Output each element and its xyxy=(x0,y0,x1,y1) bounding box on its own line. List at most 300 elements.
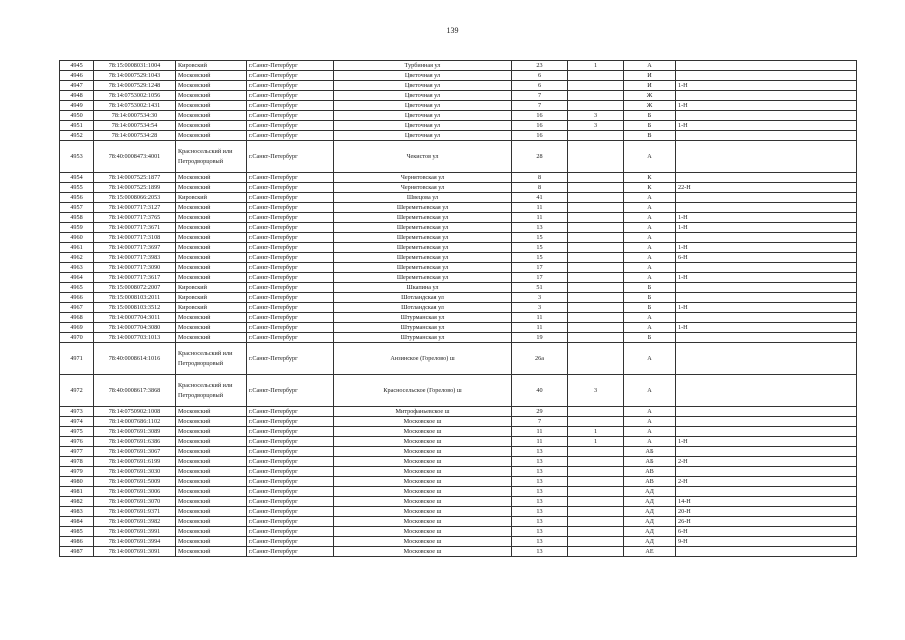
district-cell: Кировский xyxy=(176,193,247,203)
house-number-cell: 51 xyxy=(512,283,568,293)
house-number-cell: 16 xyxy=(512,111,568,121)
house-number-cell: 17 xyxy=(512,273,568,283)
street-cell: Красносельское (Горелово) ш xyxy=(334,375,512,407)
district-cell: Московский xyxy=(176,407,247,417)
row-number: 4984 xyxy=(60,517,94,527)
house-number-cell: 13 xyxy=(512,507,568,517)
row-number: 4945 xyxy=(60,61,94,71)
table-row xyxy=(60,457,857,467)
cadastral-number: 78:40:0008473:4001 xyxy=(94,141,176,173)
cadastral-number: 78:14:0007691:3070 xyxy=(94,497,176,507)
district-cell: Кировский xyxy=(176,293,247,303)
building-cell xyxy=(568,517,624,527)
cadastral-number: 78:14:0007691:5009 xyxy=(94,477,176,487)
premises-cell xyxy=(676,417,857,427)
letter-cell: А xyxy=(624,273,676,283)
row-number: 4985 xyxy=(60,527,94,537)
city-cell: г.Санкт-Петербург xyxy=(247,487,334,497)
district-cell: Кировский xyxy=(176,61,247,71)
table-row xyxy=(60,183,857,193)
building-cell xyxy=(568,457,624,467)
table-row xyxy=(60,91,857,101)
building-cell xyxy=(568,497,624,507)
cadastral-number: 78:14:0007686:1102 xyxy=(94,417,176,427)
building-cell xyxy=(568,91,624,101)
building-cell xyxy=(568,101,624,111)
district-cell: Московский xyxy=(176,537,247,547)
street-cell: Штурманская ул xyxy=(334,313,512,323)
table-row xyxy=(60,427,857,437)
street-cell: Шотландская ул xyxy=(334,303,512,313)
premises-cell xyxy=(676,343,857,375)
city-cell: г.Санкт-Петербург xyxy=(247,273,334,283)
house-number-cell: 7 xyxy=(512,91,568,101)
cadastral-number: 78:14:0007717:3671 xyxy=(94,223,176,233)
district-cell: Московский xyxy=(176,111,247,121)
cadastral-number: 78:15:0008066:2053 xyxy=(94,193,176,203)
building-cell xyxy=(568,343,624,375)
building-cell xyxy=(568,81,624,91)
table-row xyxy=(60,547,857,557)
city-cell: г.Санкт-Петербург xyxy=(247,313,334,323)
house-number-cell: 6 xyxy=(512,81,568,91)
district-cell: Московский xyxy=(176,477,247,487)
street-cell: Шереметьевская ул xyxy=(334,273,512,283)
cadastral-number: 78:15:0008103:3512 xyxy=(94,303,176,313)
row-number: 4971 xyxy=(60,343,94,375)
street-cell: Московское ш xyxy=(334,457,512,467)
table-row xyxy=(60,497,857,507)
cadastral-number: 78:14:0007525:1899 xyxy=(94,183,176,193)
table-row xyxy=(60,111,857,121)
city-cell: г.Санкт-Петербург xyxy=(247,547,334,557)
row-number: 4974 xyxy=(60,417,94,427)
row-number: 4959 xyxy=(60,223,94,233)
letter-cell: А xyxy=(624,343,676,375)
building-cell xyxy=(568,263,624,273)
building-cell xyxy=(568,131,624,141)
table-row xyxy=(60,131,857,141)
building-cell xyxy=(568,477,624,487)
street-cell: Московское ш xyxy=(334,427,512,437)
letter-cell: Б xyxy=(624,283,676,293)
building-cell: 3 xyxy=(568,111,624,121)
city-cell: г.Санкт-Петербург xyxy=(247,263,334,273)
city-cell: г.Санкт-Петербург xyxy=(247,343,334,375)
row-number: 4982 xyxy=(60,497,94,507)
letter-cell: Ж xyxy=(624,101,676,111)
street-cell: Шереметьевская ул xyxy=(334,253,512,263)
city-cell: г.Санкт-Петербург xyxy=(247,193,334,203)
table-row xyxy=(60,273,857,283)
premises-cell: 1-Н xyxy=(676,121,857,131)
premises-cell: 1-Н xyxy=(676,323,857,333)
row-number: 4947 xyxy=(60,81,94,91)
row-number: 4976 xyxy=(60,437,94,447)
building-cell: 3 xyxy=(568,121,624,131)
row-number: 4987 xyxy=(60,547,94,557)
premises-cell xyxy=(676,91,857,101)
building-cell xyxy=(568,223,624,233)
letter-cell: АВ xyxy=(624,477,676,487)
row-number: 4951 xyxy=(60,121,94,131)
table-row xyxy=(60,537,857,547)
street-cell: Шереметьевская ул xyxy=(334,203,512,213)
table-row xyxy=(60,81,857,91)
row-number: 4968 xyxy=(60,313,94,323)
row-number: 4978 xyxy=(60,457,94,467)
building-cell xyxy=(568,283,624,293)
city-cell: г.Санкт-Петербург xyxy=(247,303,334,313)
letter-cell: А xyxy=(624,313,676,323)
city-cell: г.Санкт-Петербург xyxy=(247,333,334,343)
row-number: 4948 xyxy=(60,91,94,101)
letter-cell: АВ xyxy=(624,467,676,477)
street-cell: Швецова ул xyxy=(334,193,512,203)
building-cell xyxy=(568,183,624,193)
letter-cell: А xyxy=(624,233,676,243)
district-cell: Кировский xyxy=(176,283,247,293)
premises-cell: 22-Н xyxy=(676,183,857,193)
building-cell xyxy=(568,507,624,517)
street-cell: Штурманская ул xyxy=(334,333,512,343)
city-cell: г.Санкт-Петербург xyxy=(247,91,334,101)
letter-cell: А xyxy=(624,223,676,233)
street-cell: Цветочная ул xyxy=(334,131,512,141)
house-number-cell: 15 xyxy=(512,233,568,243)
house-number-cell: 13 xyxy=(512,457,568,467)
premises-cell xyxy=(676,193,857,203)
district-cell: Московский xyxy=(176,183,247,193)
building-cell xyxy=(568,193,624,203)
building-cell xyxy=(568,407,624,417)
table-row xyxy=(60,527,857,537)
building-cell xyxy=(568,487,624,497)
street-cell: Цветочная ул xyxy=(334,111,512,121)
street-cell: Цветочная ул xyxy=(334,81,512,91)
letter-cell: АБ xyxy=(624,447,676,457)
street-cell: Московское ш xyxy=(334,437,512,447)
city-cell: г.Санкт-Петербург xyxy=(247,467,334,477)
building-cell xyxy=(568,233,624,243)
building-cell xyxy=(568,303,624,313)
table-row xyxy=(60,447,857,457)
house-number-cell: 26а xyxy=(512,343,568,375)
letter-cell: АД xyxy=(624,527,676,537)
row-number: 4962 xyxy=(60,253,94,263)
table-row xyxy=(60,233,857,243)
city-cell: г.Санкт-Петербург xyxy=(247,497,334,507)
district-cell: Московский xyxy=(176,263,247,273)
table-row xyxy=(60,517,857,527)
city-cell: г.Санкт-Петербург xyxy=(247,213,334,223)
city-cell: г.Санкт-Петербург xyxy=(247,477,334,487)
house-number-cell: 29 xyxy=(512,407,568,417)
cadastral-number: 78:14:0007691:9371 xyxy=(94,507,176,517)
letter-cell: Б xyxy=(624,303,676,313)
district-cell: Московский xyxy=(176,447,247,457)
city-cell: г.Санкт-Петербург xyxy=(247,243,334,253)
district-cell: Московский xyxy=(176,427,247,437)
street-cell: Шкапина ул xyxy=(334,283,512,293)
registry-table xyxy=(59,60,857,557)
street-cell: Чернятовская ул xyxy=(334,173,512,183)
table-row xyxy=(60,121,857,131)
city-cell: г.Санкт-Петербург xyxy=(247,253,334,263)
building-cell xyxy=(568,213,624,223)
house-number-cell: 28 xyxy=(512,141,568,173)
cadastral-number: 78:14:0007717:3697 xyxy=(94,243,176,253)
city-cell: г.Санкт-Петербург xyxy=(247,81,334,91)
letter-cell: Б xyxy=(624,121,676,131)
cadastral-number: 78:15:0008072:2007 xyxy=(94,283,176,293)
row-number: 4966 xyxy=(60,293,94,303)
street-cell: Цветочная ул xyxy=(334,121,512,131)
building-cell xyxy=(568,243,624,253)
premises-cell xyxy=(676,233,857,243)
house-number-cell: 13 xyxy=(512,487,568,497)
premises-cell xyxy=(676,467,857,477)
house-number-cell: 16 xyxy=(512,121,568,131)
cadastral-number: 78:14:0007717:3090 xyxy=(94,263,176,273)
street-cell: Шереметьевская ул xyxy=(334,223,512,233)
city-cell: г.Санкт-Петербург xyxy=(247,203,334,213)
cadastral-number: 78:15:0008103:2011 xyxy=(94,293,176,303)
house-number-cell: 13 xyxy=(512,537,568,547)
table-row xyxy=(60,323,857,333)
premises-cell xyxy=(676,263,857,273)
building-cell xyxy=(568,141,624,173)
city-cell: г.Санкт-Петербург xyxy=(247,223,334,233)
cadastral-number: 78:14:0007691:3991 xyxy=(94,527,176,537)
cadastral-number: 78:14:0007691:3982 xyxy=(94,517,176,527)
letter-cell: И xyxy=(624,71,676,81)
district-cell: Московский xyxy=(176,173,247,183)
city-cell: г.Санкт-Петербург xyxy=(247,111,334,121)
row-number: 4972 xyxy=(60,375,94,407)
house-number-cell: 13 xyxy=(512,477,568,487)
cadastral-number: 78:14:0007529:1248 xyxy=(94,81,176,91)
cadastral-number: 78:14:0007534:30 xyxy=(94,111,176,121)
house-number-cell: 17 xyxy=(512,263,568,273)
row-number: 4957 xyxy=(60,203,94,213)
letter-cell: Б xyxy=(624,111,676,121)
premises-cell: 6-Н xyxy=(676,253,857,263)
city-cell: г.Санкт-Петербург xyxy=(247,437,334,447)
premises-cell: 9-Н xyxy=(676,537,857,547)
building-cell xyxy=(568,313,624,323)
premises-cell: 1-Н xyxy=(676,81,857,91)
city-cell: г.Санкт-Петербург xyxy=(247,141,334,173)
table-row xyxy=(60,253,857,263)
district-cell: Московский xyxy=(176,507,247,517)
row-number: 4946 xyxy=(60,71,94,81)
letter-cell: А xyxy=(624,375,676,407)
street-cell: Московское ш xyxy=(334,467,512,477)
premises-cell xyxy=(676,111,857,121)
district-cell: Красносельский или Петродворцовый xyxy=(176,375,247,407)
house-number-cell: 6 xyxy=(512,71,568,81)
premises-cell xyxy=(676,313,857,323)
street-cell: Цветочная ул xyxy=(334,101,512,111)
letter-cell: А xyxy=(624,253,676,263)
table-row xyxy=(60,507,857,517)
table-row xyxy=(60,343,857,375)
building-cell: 1 xyxy=(568,437,624,447)
building-cell xyxy=(568,417,624,427)
city-cell: г.Санкт-Петербург xyxy=(247,131,334,141)
house-number-cell: 11 xyxy=(512,213,568,223)
row-number: 4950 xyxy=(60,111,94,121)
cadastral-number: 78:14:0007691:3994 xyxy=(94,537,176,547)
cadastral-number: 78:14:0007717:3617 xyxy=(94,273,176,283)
row-number: 4964 xyxy=(60,273,94,283)
premises-cell xyxy=(676,427,857,437)
table-row xyxy=(60,173,857,183)
premises-cell xyxy=(676,283,857,293)
building-cell xyxy=(568,333,624,343)
premises-cell xyxy=(676,203,857,213)
district-cell: Московский xyxy=(176,273,247,283)
letter-cell: АЕ xyxy=(624,547,676,557)
house-number-cell: 13 xyxy=(512,467,568,477)
row-number: 4960 xyxy=(60,233,94,243)
district-cell: Московский xyxy=(176,203,247,213)
street-cell: Шереметьевская ул xyxy=(334,263,512,273)
cadastral-number: 78:14:0007691:3067 xyxy=(94,447,176,457)
city-cell: г.Санкт-Петербург xyxy=(247,447,334,457)
premises-cell xyxy=(676,547,857,557)
letter-cell: В xyxy=(624,131,676,141)
table-row xyxy=(60,243,857,253)
district-cell: Красносельский или Петродворцовый xyxy=(176,343,247,375)
street-cell: Шереметьевская ул xyxy=(334,213,512,223)
row-number: 4961 xyxy=(60,243,94,253)
letter-cell: АД xyxy=(624,537,676,547)
street-cell: Шереметьевская ул xyxy=(334,243,512,253)
table-row xyxy=(60,313,857,323)
cadastral-number: 78:14:0007717:3108 xyxy=(94,233,176,243)
city-cell: г.Санкт-Петербург xyxy=(247,517,334,527)
premises-cell: 20-Н xyxy=(676,507,857,517)
house-number-cell: 13 xyxy=(512,547,568,557)
building-cell xyxy=(568,173,624,183)
cadastral-number: 78:14:0007525:1877 xyxy=(94,173,176,183)
row-number: 4955 xyxy=(60,183,94,193)
house-number-cell: 13 xyxy=(512,497,568,507)
cadastral-number: 78:15:0008031:1004 xyxy=(94,61,176,71)
letter-cell: К xyxy=(624,183,676,193)
house-number-cell: 8 xyxy=(512,173,568,183)
city-cell: г.Санкт-Петербург xyxy=(247,173,334,183)
house-number-cell: 13 xyxy=(512,527,568,537)
table-row xyxy=(60,303,857,313)
letter-cell: А xyxy=(624,193,676,203)
table-row xyxy=(60,61,857,71)
premises-cell xyxy=(676,131,857,141)
cadastral-number: 78:14:0007717:3765 xyxy=(94,213,176,223)
premises-cell: 2-Н xyxy=(676,477,857,487)
row-number: 4965 xyxy=(60,283,94,293)
letter-cell: А xyxy=(624,203,676,213)
table-row xyxy=(60,203,857,213)
premises-cell xyxy=(676,487,857,497)
cadastral-number: 78:14:0007534:54 xyxy=(94,121,176,131)
cadastral-number: 78:14:0753002:1056 xyxy=(94,91,176,101)
table-row xyxy=(60,407,857,417)
street-cell: Шереметьевская ул xyxy=(334,233,512,243)
building-cell xyxy=(568,293,624,303)
district-cell: Московский xyxy=(176,81,247,91)
letter-cell: А xyxy=(624,323,676,333)
letter-cell: АБ xyxy=(624,457,676,467)
street-cell: Московское ш xyxy=(334,477,512,487)
building-cell: 1 xyxy=(568,61,624,71)
street-cell: Шотландская ул xyxy=(334,293,512,303)
premises-cell: 1-Н xyxy=(676,243,857,253)
city-cell: г.Санкт-Петербург xyxy=(247,183,334,193)
city-cell: г.Санкт-Петербург xyxy=(247,527,334,537)
row-number: 4981 xyxy=(60,487,94,497)
district-cell: Московский xyxy=(176,457,247,467)
premises-cell: 1-Н xyxy=(676,213,857,223)
district-cell: Московский xyxy=(176,131,247,141)
building-cell: 1 xyxy=(568,427,624,437)
row-number: 4975 xyxy=(60,427,94,437)
letter-cell: А xyxy=(624,243,676,253)
house-number-cell: 23 xyxy=(512,61,568,71)
letter-cell: А xyxy=(624,213,676,223)
letter-cell: А xyxy=(624,407,676,417)
letter-cell: А xyxy=(624,263,676,273)
premises-cell xyxy=(676,173,857,183)
table-row xyxy=(60,417,857,427)
city-cell: г.Санкт-Петербург xyxy=(247,61,334,71)
cadastral-number: 78:14:0007717:3127 xyxy=(94,203,176,213)
letter-cell: А xyxy=(624,417,676,427)
table-row xyxy=(60,283,857,293)
table-row xyxy=(60,141,857,173)
building-cell xyxy=(568,323,624,333)
street-cell: Московское ш xyxy=(334,417,512,427)
letter-cell: АД xyxy=(624,497,676,507)
registry-body xyxy=(60,61,857,557)
cadastral-number: 78:14:0007529:1043 xyxy=(94,71,176,81)
cadastral-number: 78:14:0007704:3011 xyxy=(94,313,176,323)
district-cell: Московский xyxy=(176,223,247,233)
table-row xyxy=(60,467,857,477)
table-row xyxy=(60,101,857,111)
row-number: 4970 xyxy=(60,333,94,343)
street-cell: Цветочная ул xyxy=(334,71,512,81)
table-row xyxy=(60,375,857,407)
district-cell: Московский xyxy=(176,487,247,497)
district-cell: Московский xyxy=(176,253,247,263)
premises-cell xyxy=(676,61,857,71)
city-cell: г.Санкт-Петербург xyxy=(247,121,334,131)
premises-cell: 1-Н xyxy=(676,437,857,447)
street-cell: Московское ш xyxy=(334,547,512,557)
premises-cell xyxy=(676,407,857,417)
district-cell: Московский xyxy=(176,243,247,253)
premises-cell: 1-Н xyxy=(676,223,857,233)
house-number-cell: 11 xyxy=(512,437,568,447)
building-cell xyxy=(568,467,624,477)
city-cell: г.Санкт-Петербург xyxy=(247,293,334,303)
cadastral-number: 78:14:0750902:1008 xyxy=(94,407,176,417)
city-cell: г.Санкт-Петербург xyxy=(247,537,334,547)
district-cell: Московский xyxy=(176,497,247,507)
